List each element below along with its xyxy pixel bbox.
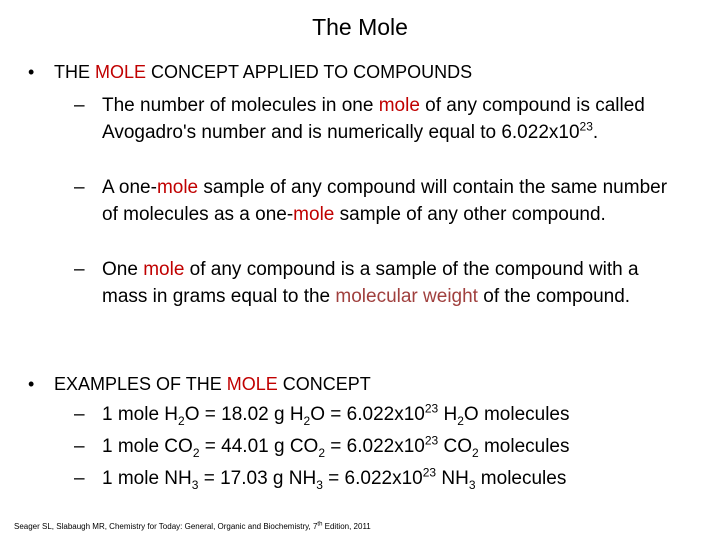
bullet-icon: • — [28, 62, 35, 82]
example-ammonia: – 1 mole $NH_3 = 17.03$ g $NH_3 = 6.022x10^{23}$ $NH_3$ molecules — [74, 465, 567, 492]
dash-icon: – — [74, 95, 85, 116]
example-carbon-dioxide: – 1 mole $CO_2 = 44.01$ g $CO_2 = 6.022x10^{23}$ $CO_2$ molecules — [74, 433, 570, 460]
sub-bullet-one-mole-sample: – A one-mole sample of any compound will contain the same number of molecules as a one-mole sample of any other compound. — [74, 174, 684, 228]
citation-footer: Seager SL, Slabaugh MR, Chemistry for Today: General, Organic and Biochemistry, 7th Edition, 2011 — [14, 521, 371, 531]
section-heading-examples: • EXAMPLES OF THE MOLE CONCEPT — [28, 374, 371, 394]
slide-title: The Mole — [312, 14, 408, 40]
sub-bullet-molecular-weight: – One mole of any compound is a sample of the compound with a mass in grams equal to the molecular weight of the compound. — [74, 256, 684, 310]
dash-icon: – — [74, 177, 85, 198]
bullet-icon: • — [28, 374, 35, 394]
sub-bullet-avogadro: – The number of molecules in one mole of any compound is called Avogadro's number and is numerically equal to $6.022x10^{23}$. — [74, 92, 684, 146]
section-heading-compounds: • THE MOLE CONCEPT APPLIED TO COMPOUNDS — [28, 62, 473, 82]
dash-icon: – — [74, 259, 85, 280]
example-water: – 1 mole $H_2O = 18.02$ g $H_2O = 6.022x10^{23}$ $H_2O$ molecules — [74, 401, 570, 428]
